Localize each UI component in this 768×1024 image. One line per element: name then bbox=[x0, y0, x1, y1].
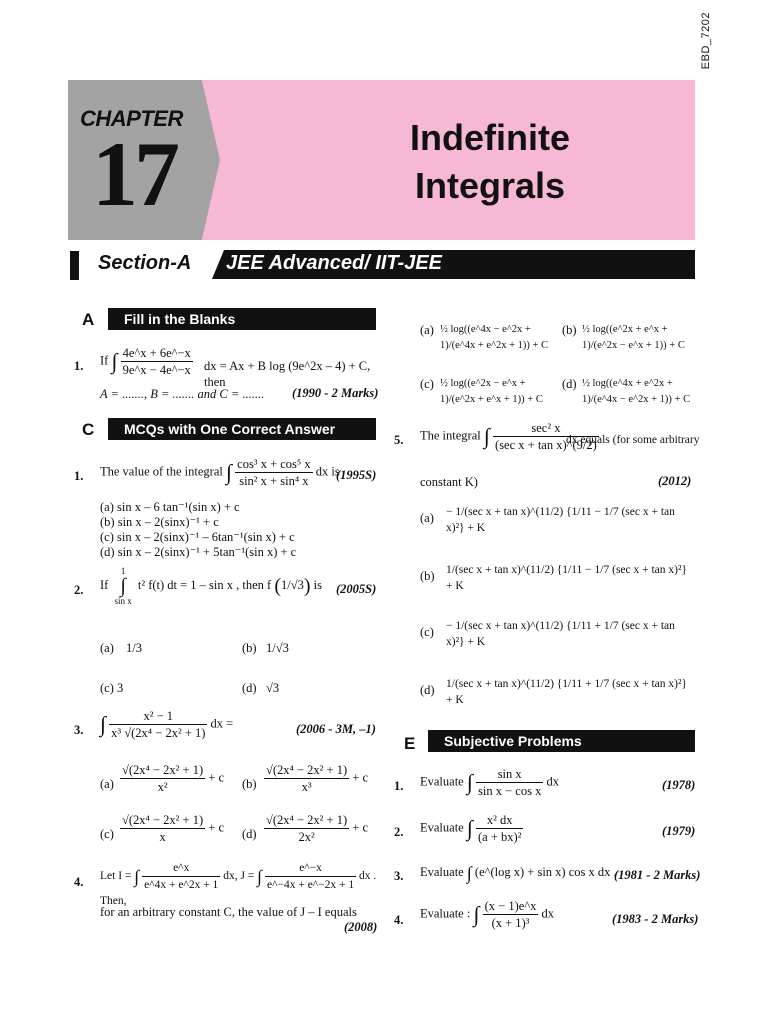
subj2-year: (1979) bbox=[662, 824, 696, 838]
integral-sign: ∫ bbox=[466, 769, 473, 795]
fill-q1-rest: dx = Ax + B log (9e^2x – 4) + C, then bbox=[204, 359, 371, 389]
mcq3-option-a-plus-c: + c bbox=[208, 770, 224, 785]
mcq5-option-c-label: (c) bbox=[420, 625, 434, 639]
mcq3-option-c-plus-c: + c bbox=[208, 820, 224, 835]
fill-q1-if: If bbox=[100, 353, 109, 368]
mcq3-denominator: x³ √(2x⁴ − 2x² + 1) bbox=[111, 726, 206, 740]
sub-e-letter: E bbox=[404, 734, 416, 753]
mcq5-tail: dx equals (for some arbitrary bbox=[566, 434, 700, 446]
mcq3-option-b bbox=[264, 762, 368, 795]
mcq5-denominator: (sec x + tan x)^(9/2) bbox=[495, 438, 597, 452]
mcq2-tail: is bbox=[313, 577, 322, 592]
fill-q1-year: (1990 - 2 Marks) bbox=[292, 386, 379, 400]
mcq5-lead: The integral bbox=[420, 428, 481, 443]
chapter-title-line2: Integrals bbox=[414, 165, 566, 206]
integral-sign: ∫ bbox=[257, 866, 263, 887]
subj3-number: 3. bbox=[394, 869, 404, 883]
mcq4-i-numerator: e^x bbox=[142, 860, 220, 877]
mcq2-year: (2005S) bbox=[336, 582, 377, 596]
subj4-year: (1983 - 2 Marks) bbox=[612, 912, 699, 926]
mcq3-numerator: x² − 1 bbox=[109, 708, 207, 725]
mcq2-option-a-label: (a) bbox=[100, 641, 114, 655]
mcq3-option-d-den: 2x² bbox=[298, 830, 315, 844]
mcq5-option-a-label: (a) bbox=[420, 511, 434, 525]
fill-q1-fraction bbox=[121, 345, 193, 378]
mcq5-numerator: sec² x bbox=[493, 420, 599, 437]
section-label: Section-A bbox=[98, 252, 192, 274]
mcq1-option-b: (b) sin x – 2(sinx)⁻¹ + c bbox=[100, 515, 219, 529]
mcq2-option-b-label: (b) bbox=[242, 641, 257, 655]
sub-c-title: MCQs with One Correct Answer bbox=[108, 418, 376, 440]
mcq4-j-fraction bbox=[265, 860, 356, 893]
mcq3-option-a-den: x² bbox=[157, 780, 168, 794]
mcq3-option-c-num: √(2x⁴ − 2x² + 1) bbox=[122, 813, 204, 827]
subj1-numerator: sin x bbox=[476, 766, 543, 783]
mcq2-paren-close: ) bbox=[303, 575, 311, 597]
mcq3-year: (2006 - 3M, –1) bbox=[296, 722, 376, 736]
mcq3-option-a bbox=[120, 762, 224, 795]
mcq5-option-b: 1/(sec x + tan x)^(11/2) {1/11 − 1/7 (sec x + tan x)²} + K bbox=[446, 564, 687, 592]
mcq3-option-b-plus-c: + c bbox=[352, 770, 368, 785]
mcq3-option-d-label: (d) bbox=[242, 827, 257, 841]
mcq3-option-d bbox=[264, 812, 368, 845]
section-bar-text: JEE Advanced/ IIT-JEE bbox=[226, 252, 443, 274]
mcq3-number: 3. bbox=[74, 723, 84, 737]
integral-sign: ∫ bbox=[111, 348, 118, 374]
mcq2-option-c: (c) 3 bbox=[100, 681, 124, 695]
mcq2-lower-limit: sin x bbox=[114, 596, 132, 606]
mcq5-option-a: − 1/(sec x + tan x)^(11/2) {1/11 − 1/7 (sec x + tan x)²} + K bbox=[446, 506, 675, 534]
mcq3-option-b-label: (b) bbox=[242, 777, 257, 791]
mcq3-option-b-fraction bbox=[264, 762, 349, 795]
mcq2-option-d-label: (d) bbox=[242, 681, 257, 695]
subj4-tail: dx bbox=[541, 906, 555, 921]
integral-sign: ∫ bbox=[466, 863, 472, 884]
mcq1-number: 1. bbox=[74, 469, 84, 483]
mcq5-option-d: 1/(sec x + tan x)^(11/2) {1/11 + 1/7 (sec x + tan x)²} + K bbox=[446, 678, 687, 706]
mcq1-numerator: cos³ x + cos⁵ x bbox=[237, 457, 311, 471]
mcq5-option-d-label: (d) bbox=[420, 683, 435, 697]
mcq1-denominator: sin² x + sin⁴ x bbox=[239, 474, 309, 488]
integral-sign: ∫ bbox=[473, 901, 480, 927]
mcq3-option-a-num: √(2x⁴ − 2x² + 1) bbox=[122, 763, 204, 777]
subj2-denominator: (a + bx)² bbox=[478, 830, 522, 844]
subj3-lead: Evaluate bbox=[420, 865, 464, 879]
mcq1-fraction bbox=[235, 456, 312, 489]
mcq4-i-fraction bbox=[142, 860, 220, 893]
mcq3-option-a-fraction bbox=[120, 762, 205, 795]
mcq1-lead: The value of the integral bbox=[100, 464, 223, 479]
mcq3-option-c bbox=[120, 812, 224, 845]
mcq4-option-b-label: (b) bbox=[562, 323, 577, 337]
mcq4-line2: for an arbitrary constant C, the value of J – I equals bbox=[100, 905, 357, 919]
subj3-body bbox=[420, 863, 617, 884]
mcq4-j-numerator: e^−x bbox=[265, 860, 356, 877]
section-marker bbox=[70, 251, 79, 280]
mcq3-option-d-plus-c: + c bbox=[352, 820, 368, 835]
mcq3-option-b-den: x³ bbox=[301, 780, 312, 794]
subj4-denominator: (x + 1)³ bbox=[491, 916, 530, 930]
subj2-fraction bbox=[476, 812, 523, 845]
subj1-lead: Evaluate bbox=[420, 774, 464, 789]
integral-sign: ∫ bbox=[134, 866, 140, 887]
mcq4-number: 4. bbox=[74, 875, 84, 889]
sub-a-title: Fill in the Blanks bbox=[108, 308, 376, 330]
mcq3-option-c-fraction bbox=[120, 812, 205, 845]
mcq2-integral bbox=[114, 566, 131, 606]
subj3-expr: (e^(log x) + sin x) cos x dx . bbox=[474, 865, 617, 879]
subj4-body bbox=[420, 898, 554, 931]
mcq4-option-a-label: (a) bbox=[420, 323, 434, 337]
mcq4-j-denominator: e^−4x + e^−2x + 1 bbox=[266, 879, 355, 891]
mcq3-option-d-num: √(2x⁴ − 2x² + 1) bbox=[266, 813, 348, 827]
subj1-number: 1. bbox=[394, 779, 404, 793]
chapter-title bbox=[350, 114, 630, 210]
mcq3-option-c-den: x bbox=[159, 830, 166, 844]
subj2-number: 2. bbox=[394, 825, 404, 839]
fill-q1-line2: A = ......., B = ....... and C = ....... bbox=[100, 387, 265, 401]
integral-sign: ∫ bbox=[100, 711, 107, 737]
mcq1-option-c: (c) sin x – 2(sinx)⁻¹ – 6tan⁻¹(sin x) + c bbox=[100, 530, 295, 544]
mcq2-arg: 1/√3 bbox=[281, 577, 304, 592]
mcq5-option-b-label: (b) bbox=[420, 569, 435, 583]
mcq3-option-a-label: (a) bbox=[100, 777, 114, 791]
mcq2-lead: If bbox=[100, 577, 109, 592]
subj1-denominator: sin x − cos x bbox=[478, 784, 542, 798]
mcq1-option-d: (d) sin x – 2(sinx)⁻¹ + 5tan⁻¹(sin x) + c bbox=[100, 545, 297, 559]
subj4-fraction bbox=[483, 898, 539, 931]
mcq2-option-d-value: √3 bbox=[266, 681, 280, 695]
mcq1-options bbox=[100, 500, 296, 560]
mcq4-year: (2008) bbox=[344, 920, 378, 934]
fill-q1-denominator: 9e^x − 4e^−x bbox=[122, 363, 191, 377]
mcq2-upper-limit: 1 bbox=[120, 566, 126, 576]
integral-sign: ∫ bbox=[226, 459, 233, 485]
sub-c-letter: C bbox=[82, 420, 95, 439]
mcq2-option-b-value: 1/√3 bbox=[266, 641, 289, 655]
mcq4-mid: dx, J = bbox=[223, 870, 255, 883]
integral-sign: ∫ bbox=[483, 423, 490, 449]
subj2-lead: Evaluate bbox=[420, 820, 464, 835]
mcq2-paren-open: ( bbox=[274, 575, 281, 597]
subj4-lead: Evaluate : bbox=[420, 906, 471, 921]
chapter-title-line1: Indefinite bbox=[410, 117, 570, 158]
mcq1-option-a: (a) sin x – 6 tan⁻¹(sin x) + c bbox=[100, 500, 240, 514]
subj1-year: (1978) bbox=[662, 778, 696, 792]
mcq4-option-d-label: (d) bbox=[562, 377, 577, 391]
mcq2-number: 2. bbox=[74, 583, 84, 597]
mcq4-option-d: ½ log((e^4x + e^2x + 1)/(e^4x − e^2x + 1)) + C bbox=[582, 378, 691, 405]
mcq4-i-denominator: e^4x + e^2x + 1 bbox=[144, 879, 219, 891]
subj3-year: (1981 - 2 Marks) bbox=[614, 868, 701, 882]
subj2-numerator: x² dx bbox=[476, 812, 523, 829]
chapter-label: CHAPTER bbox=[80, 106, 183, 131]
subj2-body bbox=[420, 812, 523, 845]
mcq4-lead: Let I = bbox=[100, 870, 132, 883]
mcq3-option-d-fraction bbox=[264, 812, 349, 845]
subj1-body bbox=[420, 766, 559, 799]
mcq2-body: t² f(t) dt = 1 – sin x , then f bbox=[137, 577, 272, 592]
mcq5-line2: constant K) bbox=[420, 475, 478, 489]
fill-q1-number: 1. bbox=[74, 359, 84, 373]
page-code: EBD_7202 bbox=[700, 12, 712, 70]
mcq2-option-a-value: 1/3 bbox=[126, 641, 142, 655]
subj1-fraction bbox=[476, 766, 543, 799]
chapter-number: 17 bbox=[92, 123, 176, 225]
mcq5-option-c: − 1/(sec x + tan x)^(11/2) {1/11 + 1/7 (sec x + tan x)²} + K bbox=[446, 620, 675, 648]
sub-e-title: Subjective Problems bbox=[428, 730, 695, 752]
mcq4-option-a: ½ log((e^4x − e^2x + 1)/(e^4x + e^2x + 1)) + C bbox=[440, 324, 549, 351]
mcq3-fraction bbox=[109, 708, 207, 741]
mcq4-option-c: ½ log((e^2x − e^x + 1)/(e^2x + e^x + 1)) + C bbox=[440, 378, 543, 405]
mcq4-tail: dx . Then, bbox=[100, 870, 377, 907]
integral-sign: ∫ bbox=[120, 575, 126, 597]
mcq1-tail: dx is bbox=[315, 464, 340, 479]
subj4-number: 4. bbox=[394, 913, 404, 927]
subj1-tail: dx bbox=[546, 774, 559, 789]
subj4-numerator: (x − 1)e^x bbox=[484, 899, 537, 913]
mcq4-option-c-label: (c) bbox=[420, 377, 434, 391]
sub-a-letter: A bbox=[82, 310, 95, 329]
mcq4-option-b: ½ log((e^2x + e^x + 1)/(e^2x − e^x + 1)) + C bbox=[582, 324, 685, 351]
mcq3-tail: dx = bbox=[210, 716, 234, 731]
integral-sign: ∫ bbox=[466, 815, 473, 841]
mcq3-stem bbox=[100, 708, 300, 741]
mcq3-option-b-num: √(2x⁴ − 2x² + 1) bbox=[266, 763, 348, 777]
fill-q1-numerator: 4e^x + 6e^−x bbox=[122, 346, 191, 360]
mcq1-year: (1995S) bbox=[336, 468, 377, 482]
mcq5-number: 5. bbox=[394, 433, 404, 447]
mcq3-option-c-label: (c) bbox=[100, 827, 114, 841]
mcq4-stem bbox=[100, 860, 390, 909]
mcq5-year: (2012) bbox=[658, 474, 692, 488]
